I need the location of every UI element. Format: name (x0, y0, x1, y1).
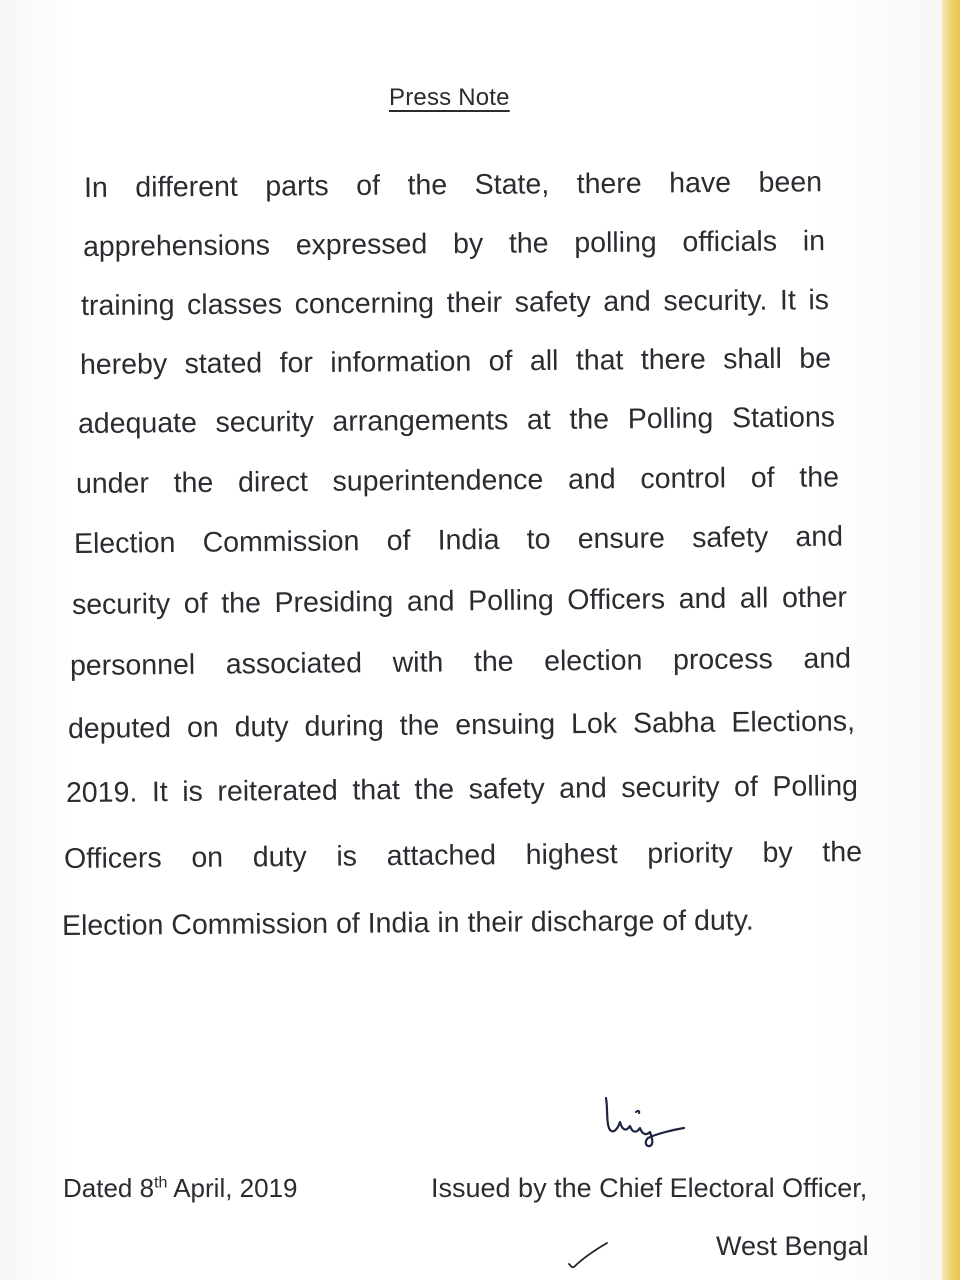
tick-mark (565, 1240, 609, 1270)
paper-edge-strip (942, 0, 960, 1280)
body-line: Election Commission of India in their discharge of duty. (61, 904, 754, 942)
body-line: Officers on duty is attached highest priority by the (63, 836, 863, 875)
page-title: Press Note (389, 84, 510, 111)
body-line: training classes concerning their safety and security. It is (80, 284, 830, 322)
body-line: In different parts of the State, there have been (83, 166, 823, 204)
issued-place: West Bengal (716, 1231, 869, 1261)
body-line: deputed on duty during the ensuing Lok Sabha Elections, (67, 705, 856, 745)
body-line: under the direct superintendence and control of the (75, 461, 840, 500)
body-line: hereby stated for information of all that there shall be (79, 342, 832, 381)
body-line: apprehensions expressed by the polling officials in (82, 225, 826, 263)
signature-mark (596, 1090, 688, 1150)
body-line: Election Commission of India to ensure safety and (73, 520, 844, 560)
body-line: adequate security arrangements at the Polling Stations (77, 401, 836, 440)
issued-by: Issued by the Chief Electoral Officer, (431, 1173, 868, 1203)
date-superscript: th (154, 1174, 168, 1192)
body-line: security of the Presiding and Polling Officers and all other (71, 581, 848, 621)
body-line: personnel associated with the election process and (69, 642, 852, 682)
date-suffix: April, 2019 (167, 1173, 298, 1203)
date-prefix: Dated 8 (63, 1173, 155, 1203)
body-line: 2019. It is reiterated that the safety and security of Polling (65, 770, 859, 809)
date-line (63, 1173, 298, 1204)
